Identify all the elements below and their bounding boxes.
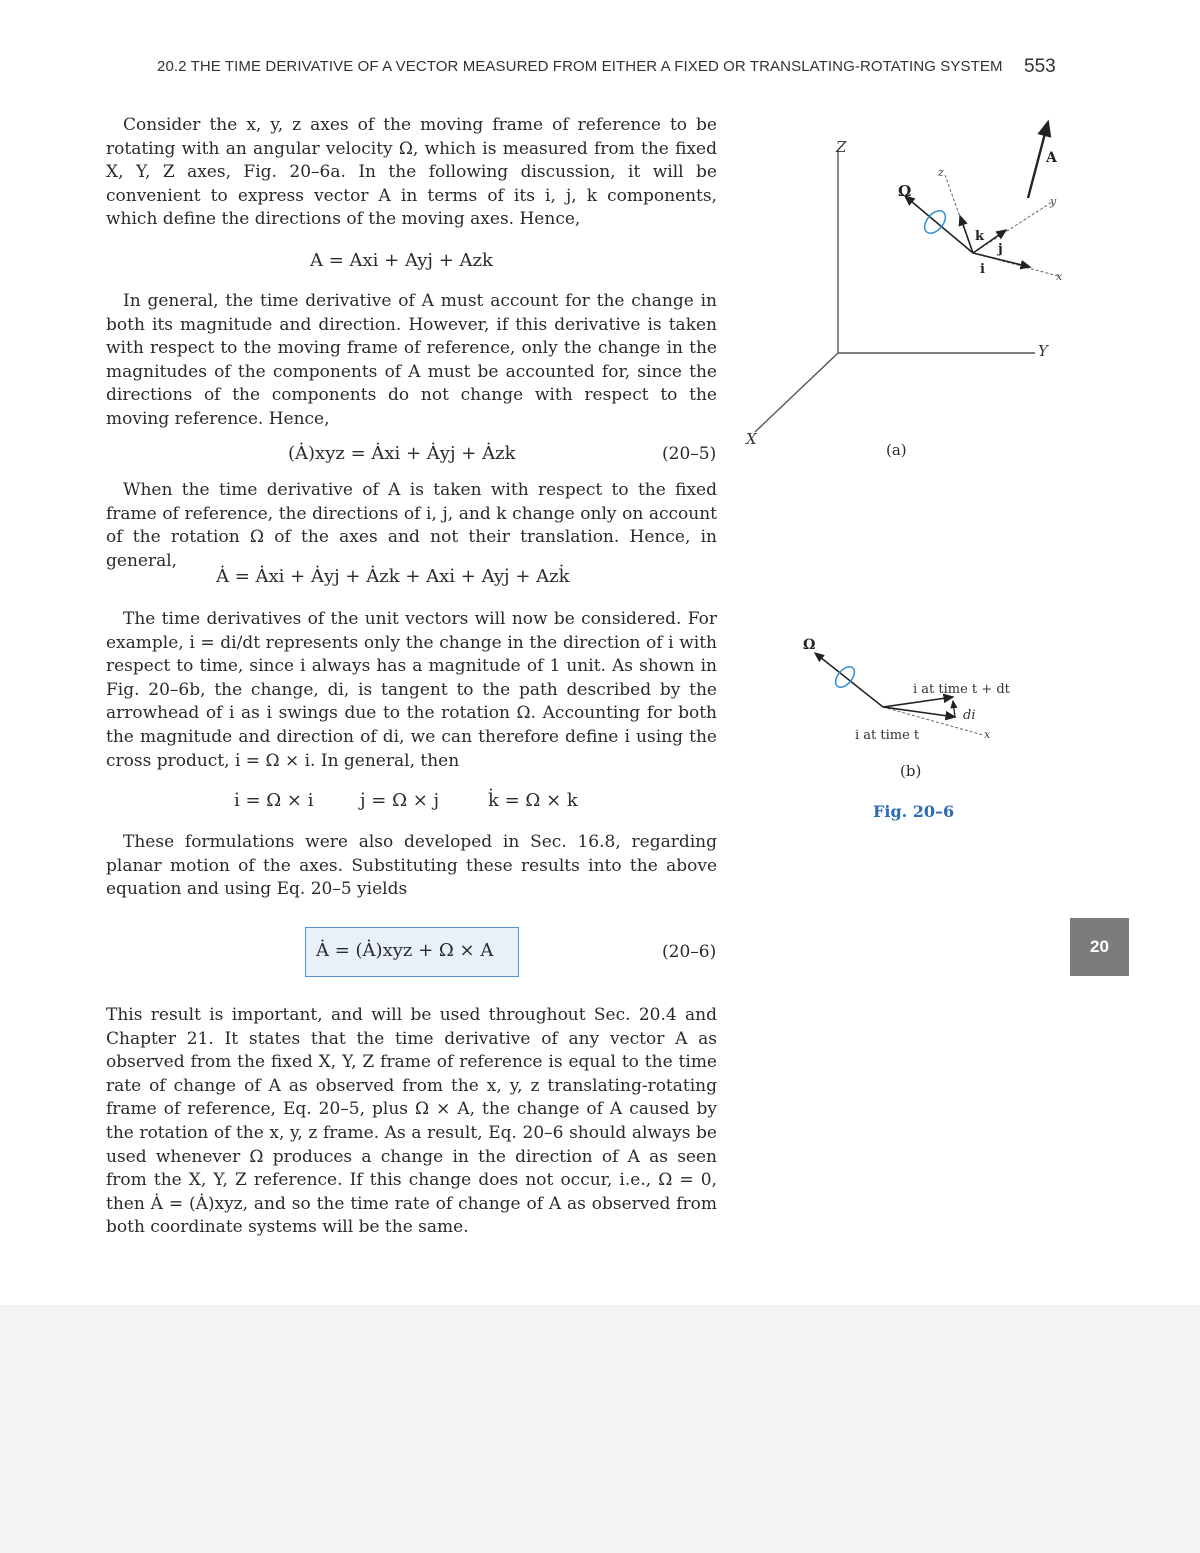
- label-X: X: [746, 430, 757, 448]
- page-number: 553: [1024, 56, 1056, 77]
- vector-i-time-t-plus-dt: [883, 697, 953, 707]
- paragraph-3: [106, 479, 717, 573]
- label-omega: Ω: [898, 182, 912, 200]
- axis-X: [755, 353, 838, 432]
- figure-20-6b: [795, 625, 1030, 750]
- paragraph-1-text: Consider the x, y, z axes of the moving frame of reference to be rotating with an angular velocity Ω, which is measured from the fixed X, Y, Z axes, Fig. 20–6a. In the following discussion, it will be convenient to express vector A in terms of its i, j, k components, which define the directions of the moving axes. Hence,: [106, 115, 717, 230]
- label-j: j: [998, 242, 1003, 257]
- label-Y: Y: [1038, 342, 1048, 360]
- label-y: y: [1050, 195, 1057, 208]
- omega-vector-b: [815, 653, 883, 707]
- paragraph-2: [106, 290, 717, 432]
- boxed-equation-20-6: [305, 927, 519, 977]
- label-i-later: i at time t + dt: [913, 682, 1010, 697]
- label-di: di: [963, 708, 976, 723]
- equation-20-6: Ȧ = (Ȧ)xyz + Ω × A: [316, 940, 494, 961]
- running-header: 20.2 THE TIME DERIVATIVE OF A VECTOR MEASURED FROM EITHER A FIXED OR TRANSLATING-ROTATING SYSTEM: [157, 58, 1003, 75]
- paragraph-5-text: These formulations were also developed in Sec. 16.8, regarding planar motion of the axes. Substituting these results into the above equation and using Eq. 20–5 yields: [106, 832, 717, 900]
- label-omega-b: Ω: [803, 637, 816, 653]
- figure-caption: Fig. 20–6: [873, 802, 955, 821]
- vector-di: [953, 701, 955, 717]
- paragraph-4: [106, 608, 717, 773]
- equation-vector-a: A = Axi + Ayj + Azk: [310, 250, 493, 271]
- label-x: x: [1056, 270, 1063, 283]
- paragraph-5: [106, 831, 717, 902]
- paragraph-4-text: The time derivatives of the unit vectors will now be considered. For example, i̇ = di/dt represents only the change in the direction of i with respect to time, since i always has a magnitude of 1 unit. As shown in Fig. 20–6b, the change, di, is tangent to the path described by the arrowhead of i as i swings due to the rotation Ω. Accounting for both the magnitude and direction of di, we can therefore define i̇ using the cross product, i̇ = Ω × i. In general, then: [106, 609, 717, 771]
- label-z: z: [938, 166, 944, 179]
- label-i: i: [980, 262, 985, 277]
- equation-20-6-number: (20–6): [662, 942, 717, 962]
- vector-i-time-t: [883, 707, 955, 717]
- equation-k-dot: k̇ = Ω × k: [488, 790, 578, 811]
- label-k: k: [975, 229, 985, 244]
- paragraph-3-text: When the time derivative of A is taken with respect to the fixed frame of reference, the directions of i, j, and k change only on account of the rotation Ω of the axes and not their translation. Hence, in general,: [106, 480, 717, 571]
- label-Z: Z: [836, 138, 847, 156]
- page-margin-background: [0, 1305, 1200, 1553]
- label-i-now: i at time t: [855, 728, 920, 743]
- chapter-tab: 20: [1070, 918, 1129, 976]
- figure-part-b-label: (b): [900, 762, 922, 780]
- equation-20-5-number: (20–5): [662, 444, 717, 464]
- paragraph-6-text: This result is important, and will be used throughout Sec. 20.4 and Chapter 21. It states that the time derivative of any vector A as observed from the fixed X, Y, Z frame of reference is equal to the time rate of change of A as observed from the x, y, z translating-rotating frame of reference, Eq. 20–5, plus Ω × A, the change of A caused by the rotation of the x, y, z frame. As a result, Eq. 20–6 should always be used whenever Ω produces a change in the direction of A as seen from the X, Y, Z reference. If this change does not occur, i.e., Ω = 0, then Ȧ = (Ȧ)xyz, and so the time rate of change of A as observed from both coordinate systems will be the same.: [106, 1005, 717, 1238]
- equation-20-5: (Ȧ)xyz = Ȧxi + Ȧyj + Ȧzk: [288, 443, 516, 464]
- equation-a-dot-full: Ȧ = Ȧxi + Ȧyj + Ȧzk + Axi̇ + Ayj̇ + Azk̇: [216, 566, 570, 587]
- equation-j-dot: j̇ = Ω × j: [360, 790, 440, 811]
- label-A: A: [1046, 150, 1057, 166]
- figure-part-a-label: (a): [886, 441, 907, 459]
- paragraph-6: [106, 1004, 717, 1240]
- paragraph-1: [106, 114, 717, 232]
- figure-20-6a: [740, 110, 1070, 455]
- vector-A: [1028, 122, 1048, 198]
- label-x-b: x: [984, 728, 991, 741]
- paragraph-2-text: In general, the time derivative of A must account for the change in both its magnitude and direction. However, if this derivative is taken with respect to the moving frame of reference, only the change in the magnitudes of the components of A must be accounted for, since the directions of the components do not change with respect to the moving reference. Hence,: [106, 291, 717, 429]
- equation-i-dot: i̇ = Ω × i: [234, 790, 314, 811]
